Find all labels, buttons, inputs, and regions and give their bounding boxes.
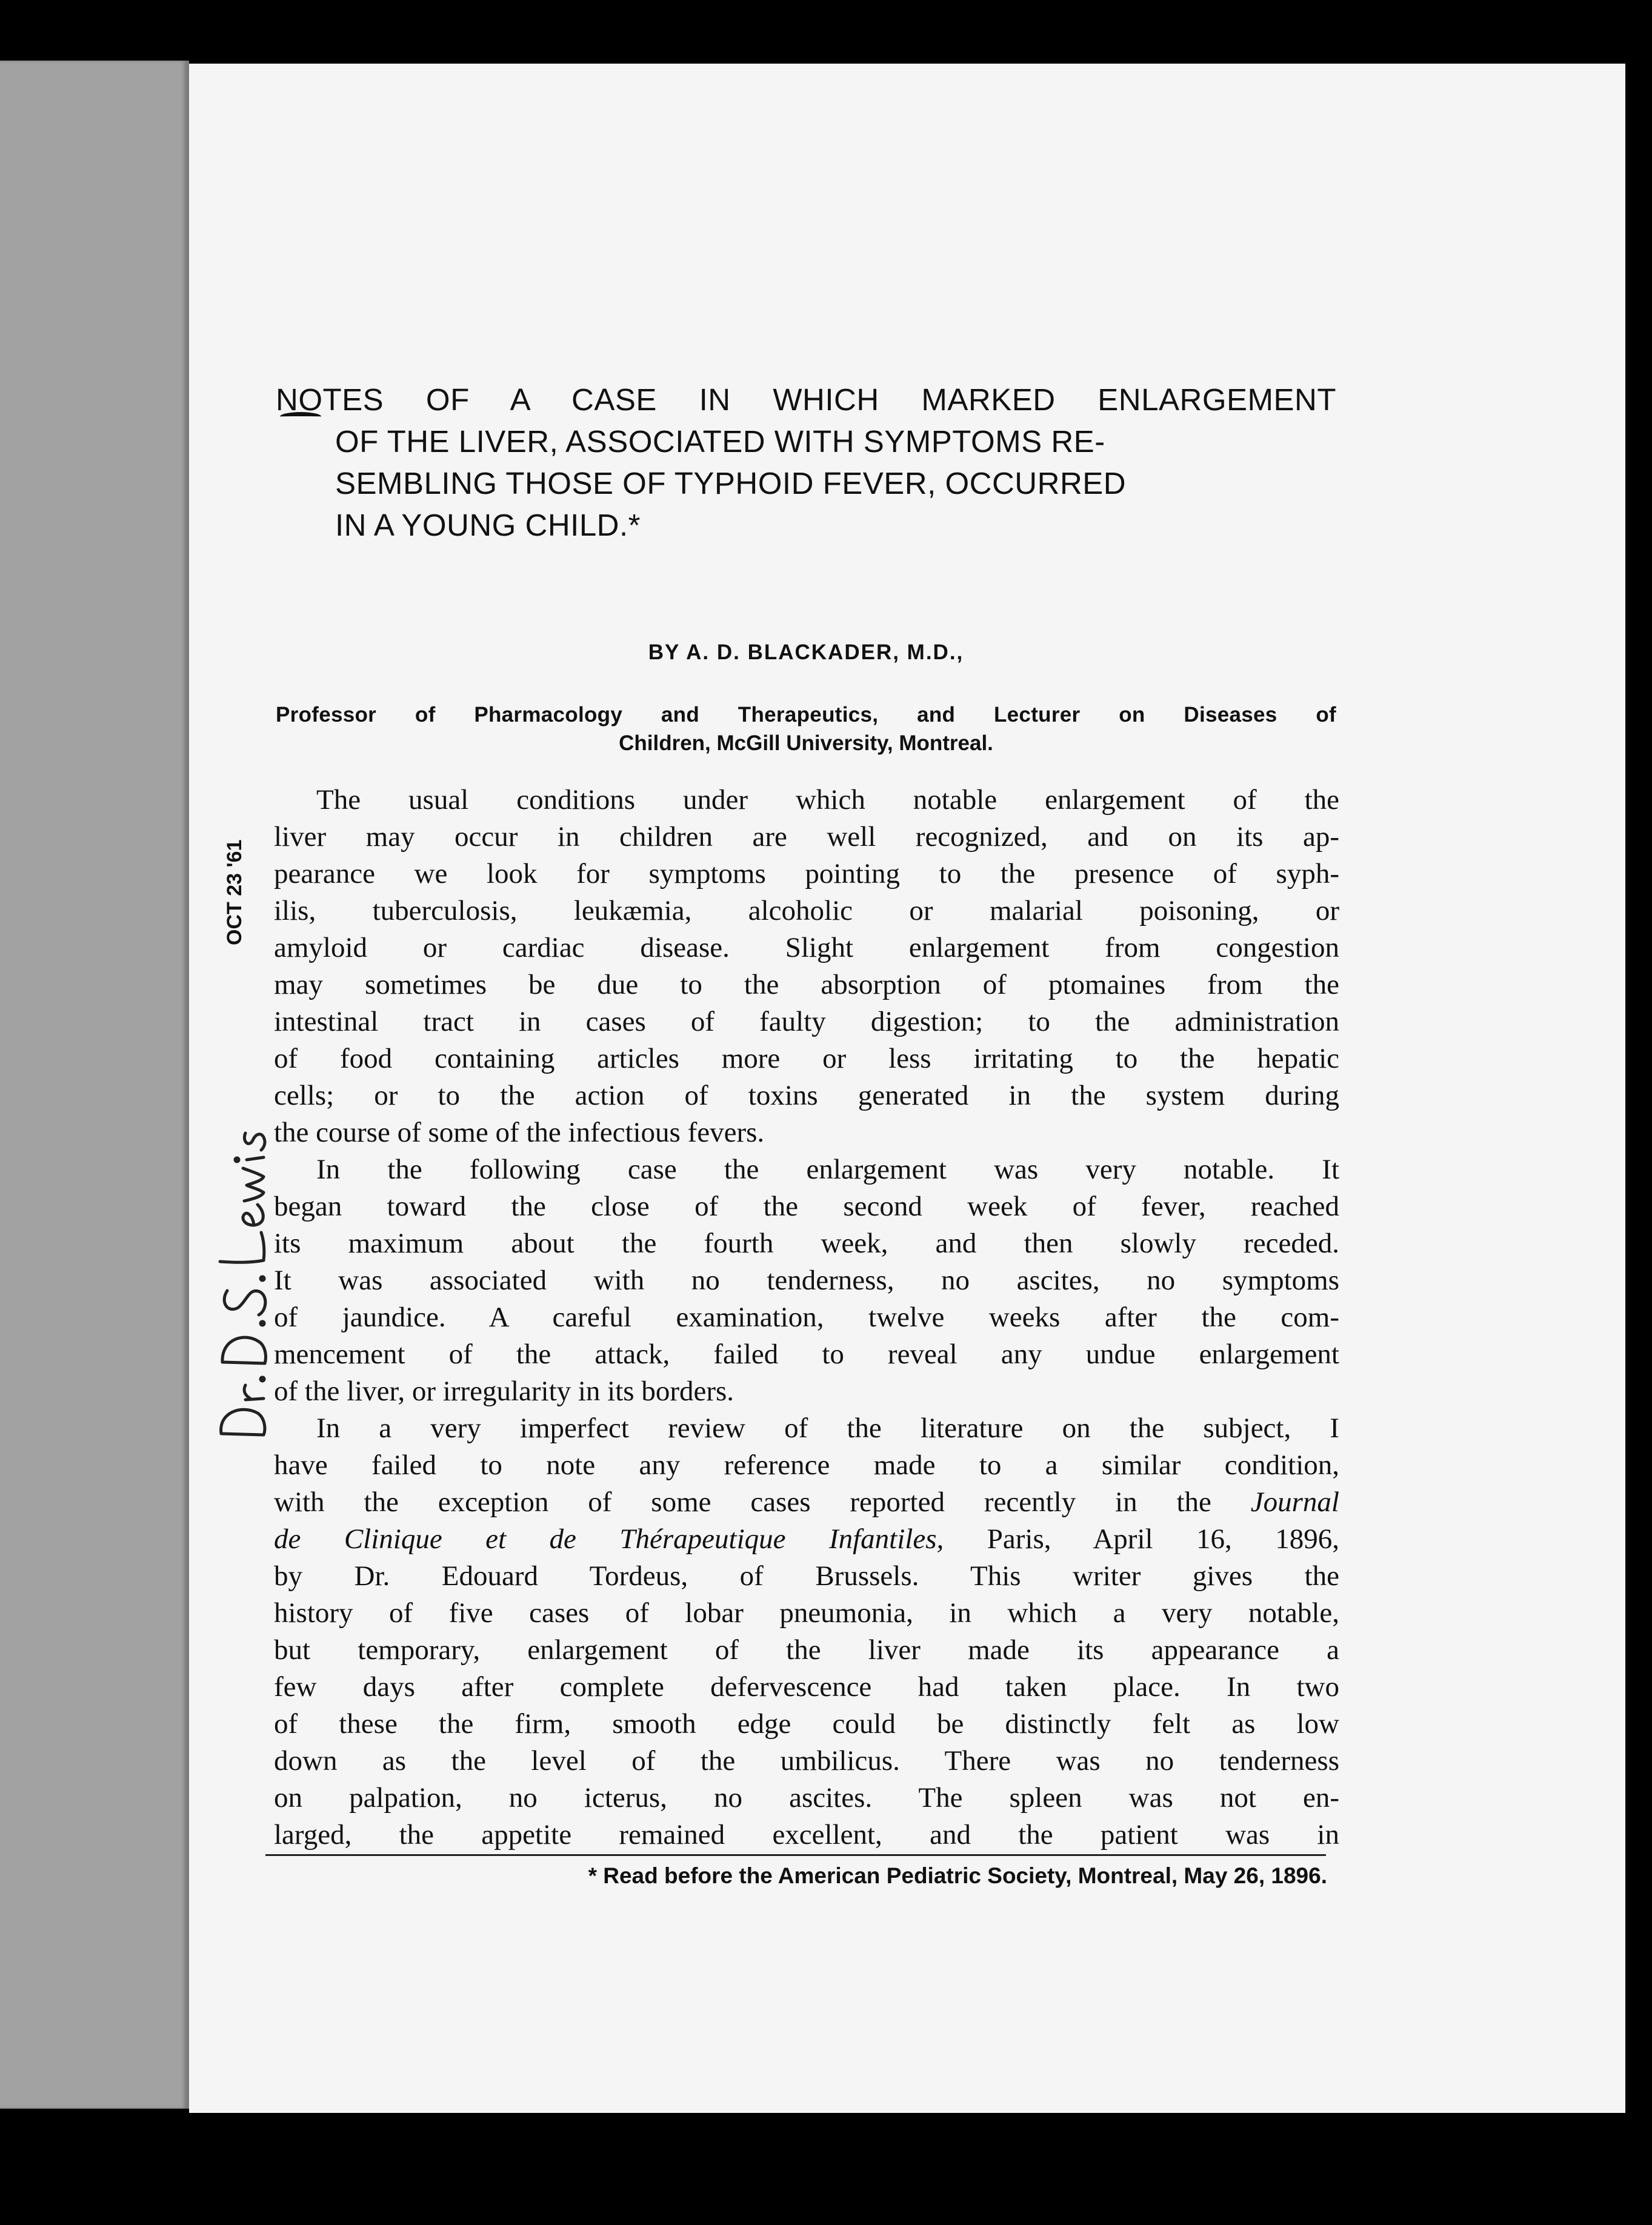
body-line bbox=[274, 1484, 1339, 1521]
title-line: SEMBLING THOSE OF TYPHOID FEVER, OCCURRED bbox=[335, 466, 1127, 501]
body-line: It was associated with no tenderness, no ascites, no symptoms bbox=[274, 1265, 1339, 1296]
body-line: by Dr. Edouard Tordeus, of Brussels. This writer gives the bbox=[274, 1560, 1339, 1592]
body-line: few days after complete defervescence had taken place. In two bbox=[274, 1671, 1339, 1703]
title-line: NOTES OF A CASE IN WHICH MARKED ENLARGEMENT bbox=[276, 382, 1336, 417]
body-line: larged, the appetite remained excellent, and the patient was in bbox=[274, 1819, 1339, 1851]
body-line bbox=[274, 1521, 1339, 1558]
body-line: of jaundice. A careful examination, twelve weeks after the com- bbox=[274, 1302, 1339, 1333]
footnote: * Read before the American Pediatric Society, Montreal, May 26, 1896. bbox=[588, 1863, 1327, 1888]
body-line: on palpation, no icterus, no ascites. The spleen was not en- bbox=[274, 1782, 1339, 1814]
title-line: IN A YOUNG CHILD.* bbox=[335, 508, 641, 542]
body-line: In the following case the enlargement was very notable. It bbox=[316, 1154, 1339, 1185]
body-text: Paris, April 16, 1896, bbox=[987, 1523, 1339, 1555]
affiliation-line: Professor of Pharmacology and Therapeutics, and Lecturer on Diseases of bbox=[276, 703, 1336, 727]
journal-title-italic: Journal bbox=[1250, 1486, 1339, 1518]
body-line: of food containing articles more or less irritating to the hepatic bbox=[274, 1043, 1339, 1074]
body-line: ilis, tuberculosis, leukæmia, alcoholic or malarial poisoning, or bbox=[274, 895, 1339, 926]
footnote-divider bbox=[265, 1854, 1326, 1856]
author-affiliation bbox=[276, 700, 1336, 757]
body-line: pearance we look for symptoms pointing to the presence of syph- bbox=[274, 858, 1339, 890]
scanner-margin-strip bbox=[0, 61, 189, 2109]
body-line: cells; or to the action of toxins generated in the system during bbox=[274, 1080, 1339, 1111]
article-title bbox=[276, 379, 1336, 546]
body-line: may sometimes be due to the absorption of ptomaines from the bbox=[274, 969, 1339, 1000]
body-line: have failed to note any reference made to a similar condition, bbox=[274, 1449, 1339, 1481]
body-line: but temporary, enlargement of the liver made its appearance a bbox=[274, 1634, 1339, 1666]
body-line: amyloid or cardiac disease. Slight enlargement from congestion bbox=[274, 932, 1339, 963]
body-line: down as the level of the umbilicus. There was no tenderness bbox=[274, 1745, 1339, 1777]
body-line: intestinal tract in cases of faulty digestion; to the administration bbox=[274, 1006, 1339, 1037]
journal-title-italic: de Clinique et de Thérapeutique Infantiles, bbox=[274, 1523, 944, 1555]
title-line: OF THE LIVER, ASSOCIATED WITH SYMPTOMS RE- bbox=[335, 424, 1105, 459]
body-text: with the exception of some cases reported recently in the bbox=[274, 1486, 1211, 1518]
body-line: The usual conditions under which notable enlargement of the bbox=[316, 784, 1339, 816]
body-line: of these the firm, smooth edge could be distinctly felt as low bbox=[274, 1708, 1339, 1740]
body-line: its maximum about the fourth week, and then slowly receded. bbox=[274, 1228, 1339, 1259]
affiliation-line: Children, McGill University, Montreal. bbox=[619, 731, 993, 755]
body-line: history of five cases of lobar pneumonia, in which a very notable, bbox=[274, 1597, 1339, 1629]
date-stamp: OCT 23 '61 bbox=[223, 839, 246, 945]
handwritten-signature bbox=[209, 1091, 276, 1442]
body-line: liver may occur in children are well recognized, and on its ap- bbox=[274, 821, 1339, 853]
article-body bbox=[274, 782, 1339, 1854]
body-line: In a very imperfect review of the literature on the subject, I bbox=[316, 1412, 1339, 1444]
body-line: of the liver, or irregularity in its borders. bbox=[274, 1375, 734, 1407]
author-byline: BY A. D. BLACKADER, M.D., bbox=[648, 640, 964, 664]
body-line: mencement of the attack, failed to reveal any undue enlargement bbox=[274, 1339, 1339, 1370]
body-line: the course of some of the infectious fevers. bbox=[274, 1117, 765, 1148]
body-line: began toward the close of the second week of fever, reached bbox=[274, 1191, 1339, 1222]
